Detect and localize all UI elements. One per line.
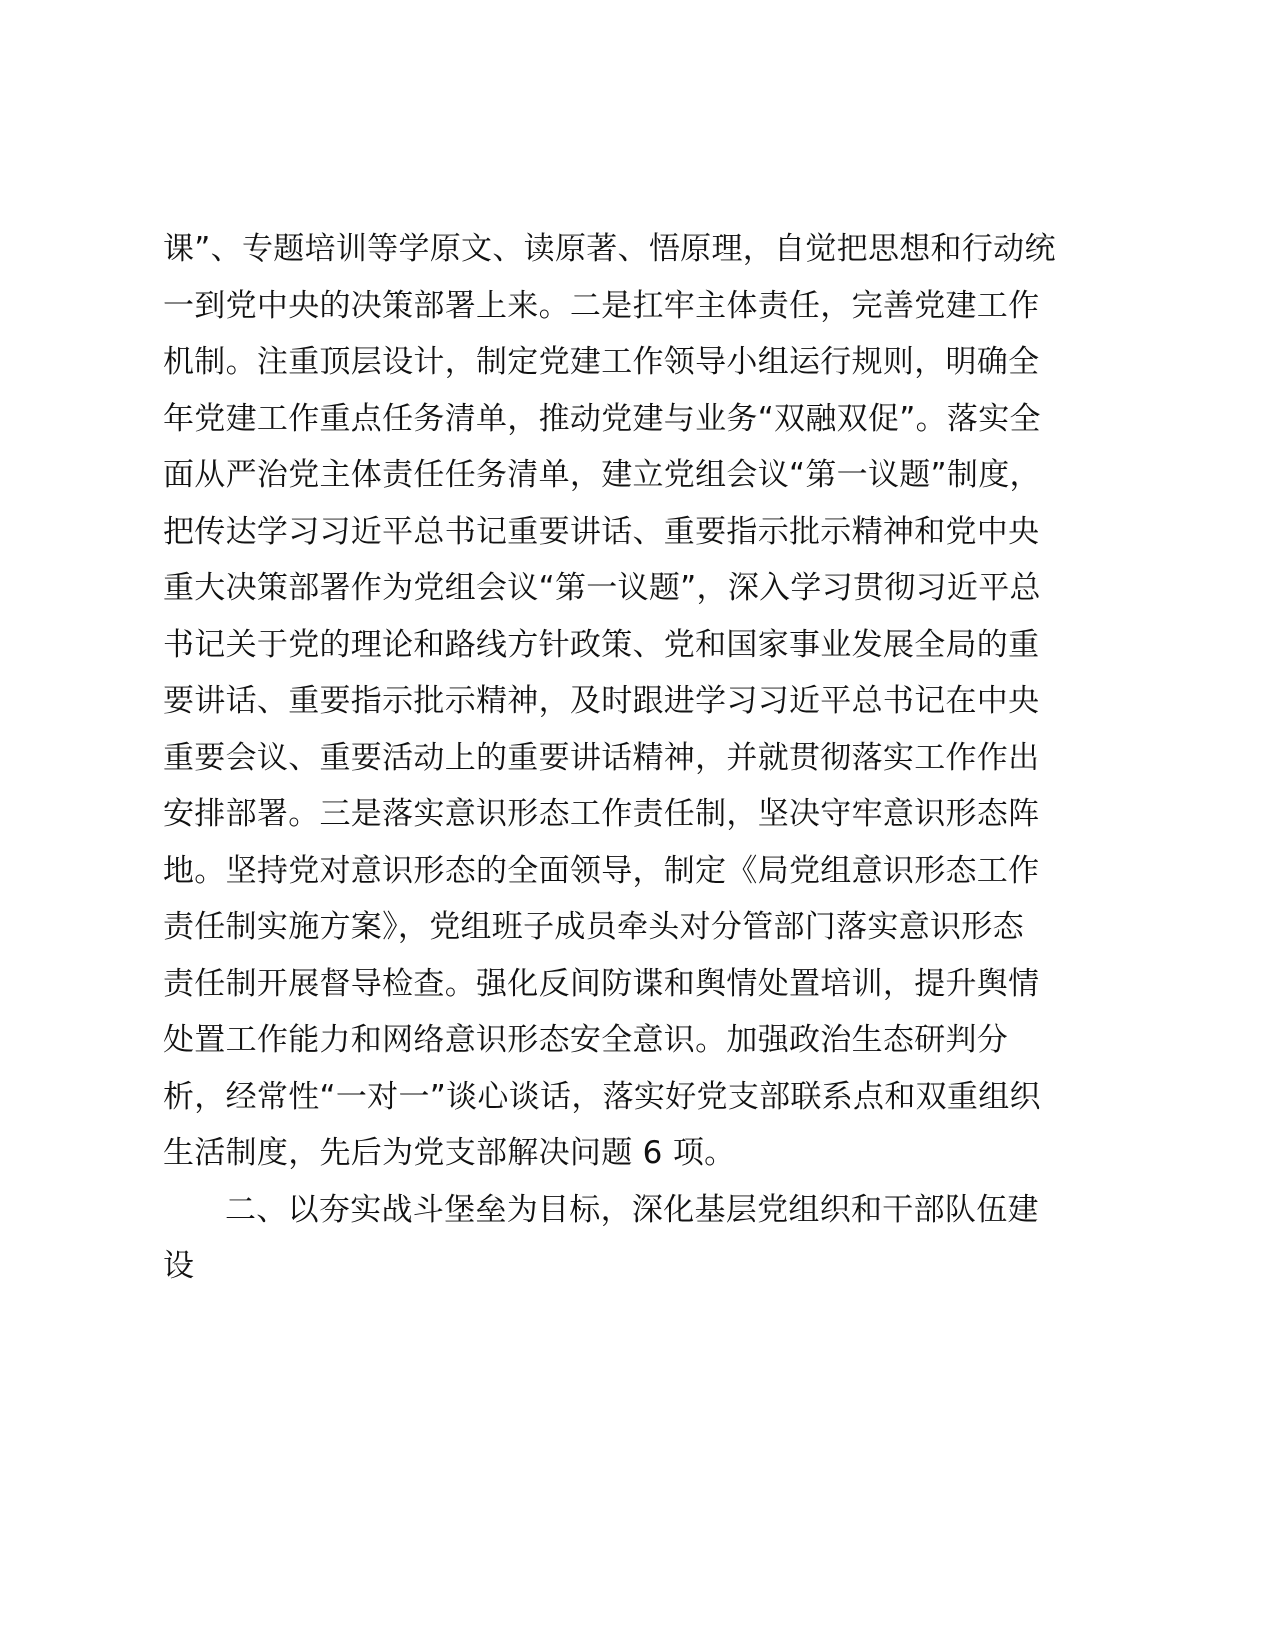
body-line: 要讲话、重要指示批示精神，及时跟进学习习近平总书记在中央 — [163, 683, 1040, 719]
body-line: 重要会议、重要活动上的重要讲话精神，并就贯彻落实工作作出 — [163, 739, 1040, 776]
body-line: 把传达学习习近平总书记重要讲话、重要指示批示精神和党中央 — [163, 513, 1040, 550]
body-text — [163, 221, 1123, 1295]
body-line: 析，经常性“一对一”谈心谈话，落实好党支部联系点和双重组织 — [163, 1078, 1041, 1115]
body-line: 课”、专题培训等学原文、读原著、悟原理，自觉把思想和行动统 — [163, 231, 1056, 267]
body-line: 书记关于党的理论和路线方针政策、党和国家事业发展全局的重 — [163, 626, 1040, 663]
body-line: 面从严治党主体责任任务清单，建立党组会议“第一议题”制度， — [163, 457, 1041, 493]
section-heading: 二、以夯实战斗堡垒为目标，深化基层党组织和干部队伍建 — [225, 1191, 1039, 1228]
body-line: 责任制开展督导检查。强化反间防谍和舆情处置培训，提升舆情 — [163, 965, 1040, 1002]
body-line: 安排部署。三是落实意识形态工作责任制，坚决守牢意识形态阵 — [163, 796, 1040, 832]
body-line: 处置工作能力和网络意识形态安全意识。加强政治生态研判分 — [163, 1022, 1009, 1058]
body-line: 年党建工作重点任务清单，推动党建与业务“双融双促”。落实全 — [163, 400, 1041, 437]
body-line: 地。坚持党对意识形态的全面领导，制定《局党组意识形态工作 — [163, 852, 1040, 889]
body-line: 责任制实施方案》，党组班子成员牵头对分管部门落实意识形态 — [163, 909, 1024, 945]
body-line: 生活制度，先后为党支部解决问题 6 项。 — [163, 1135, 736, 1171]
body-line: 机制。注重顶层设计，制定党建工作领导小组运行规则，明确全 — [163, 344, 1040, 380]
body-line: 重大决策部署作为党组会议“第一议题”，深入学习贯彻习近平总 — [163, 570, 1041, 606]
section-heading-continued: 设 — [163, 1248, 195, 1284]
body-line: 一到党中央的决策部署上来。二是扛牢主体责任，完善党建工作 — [163, 287, 1040, 324]
